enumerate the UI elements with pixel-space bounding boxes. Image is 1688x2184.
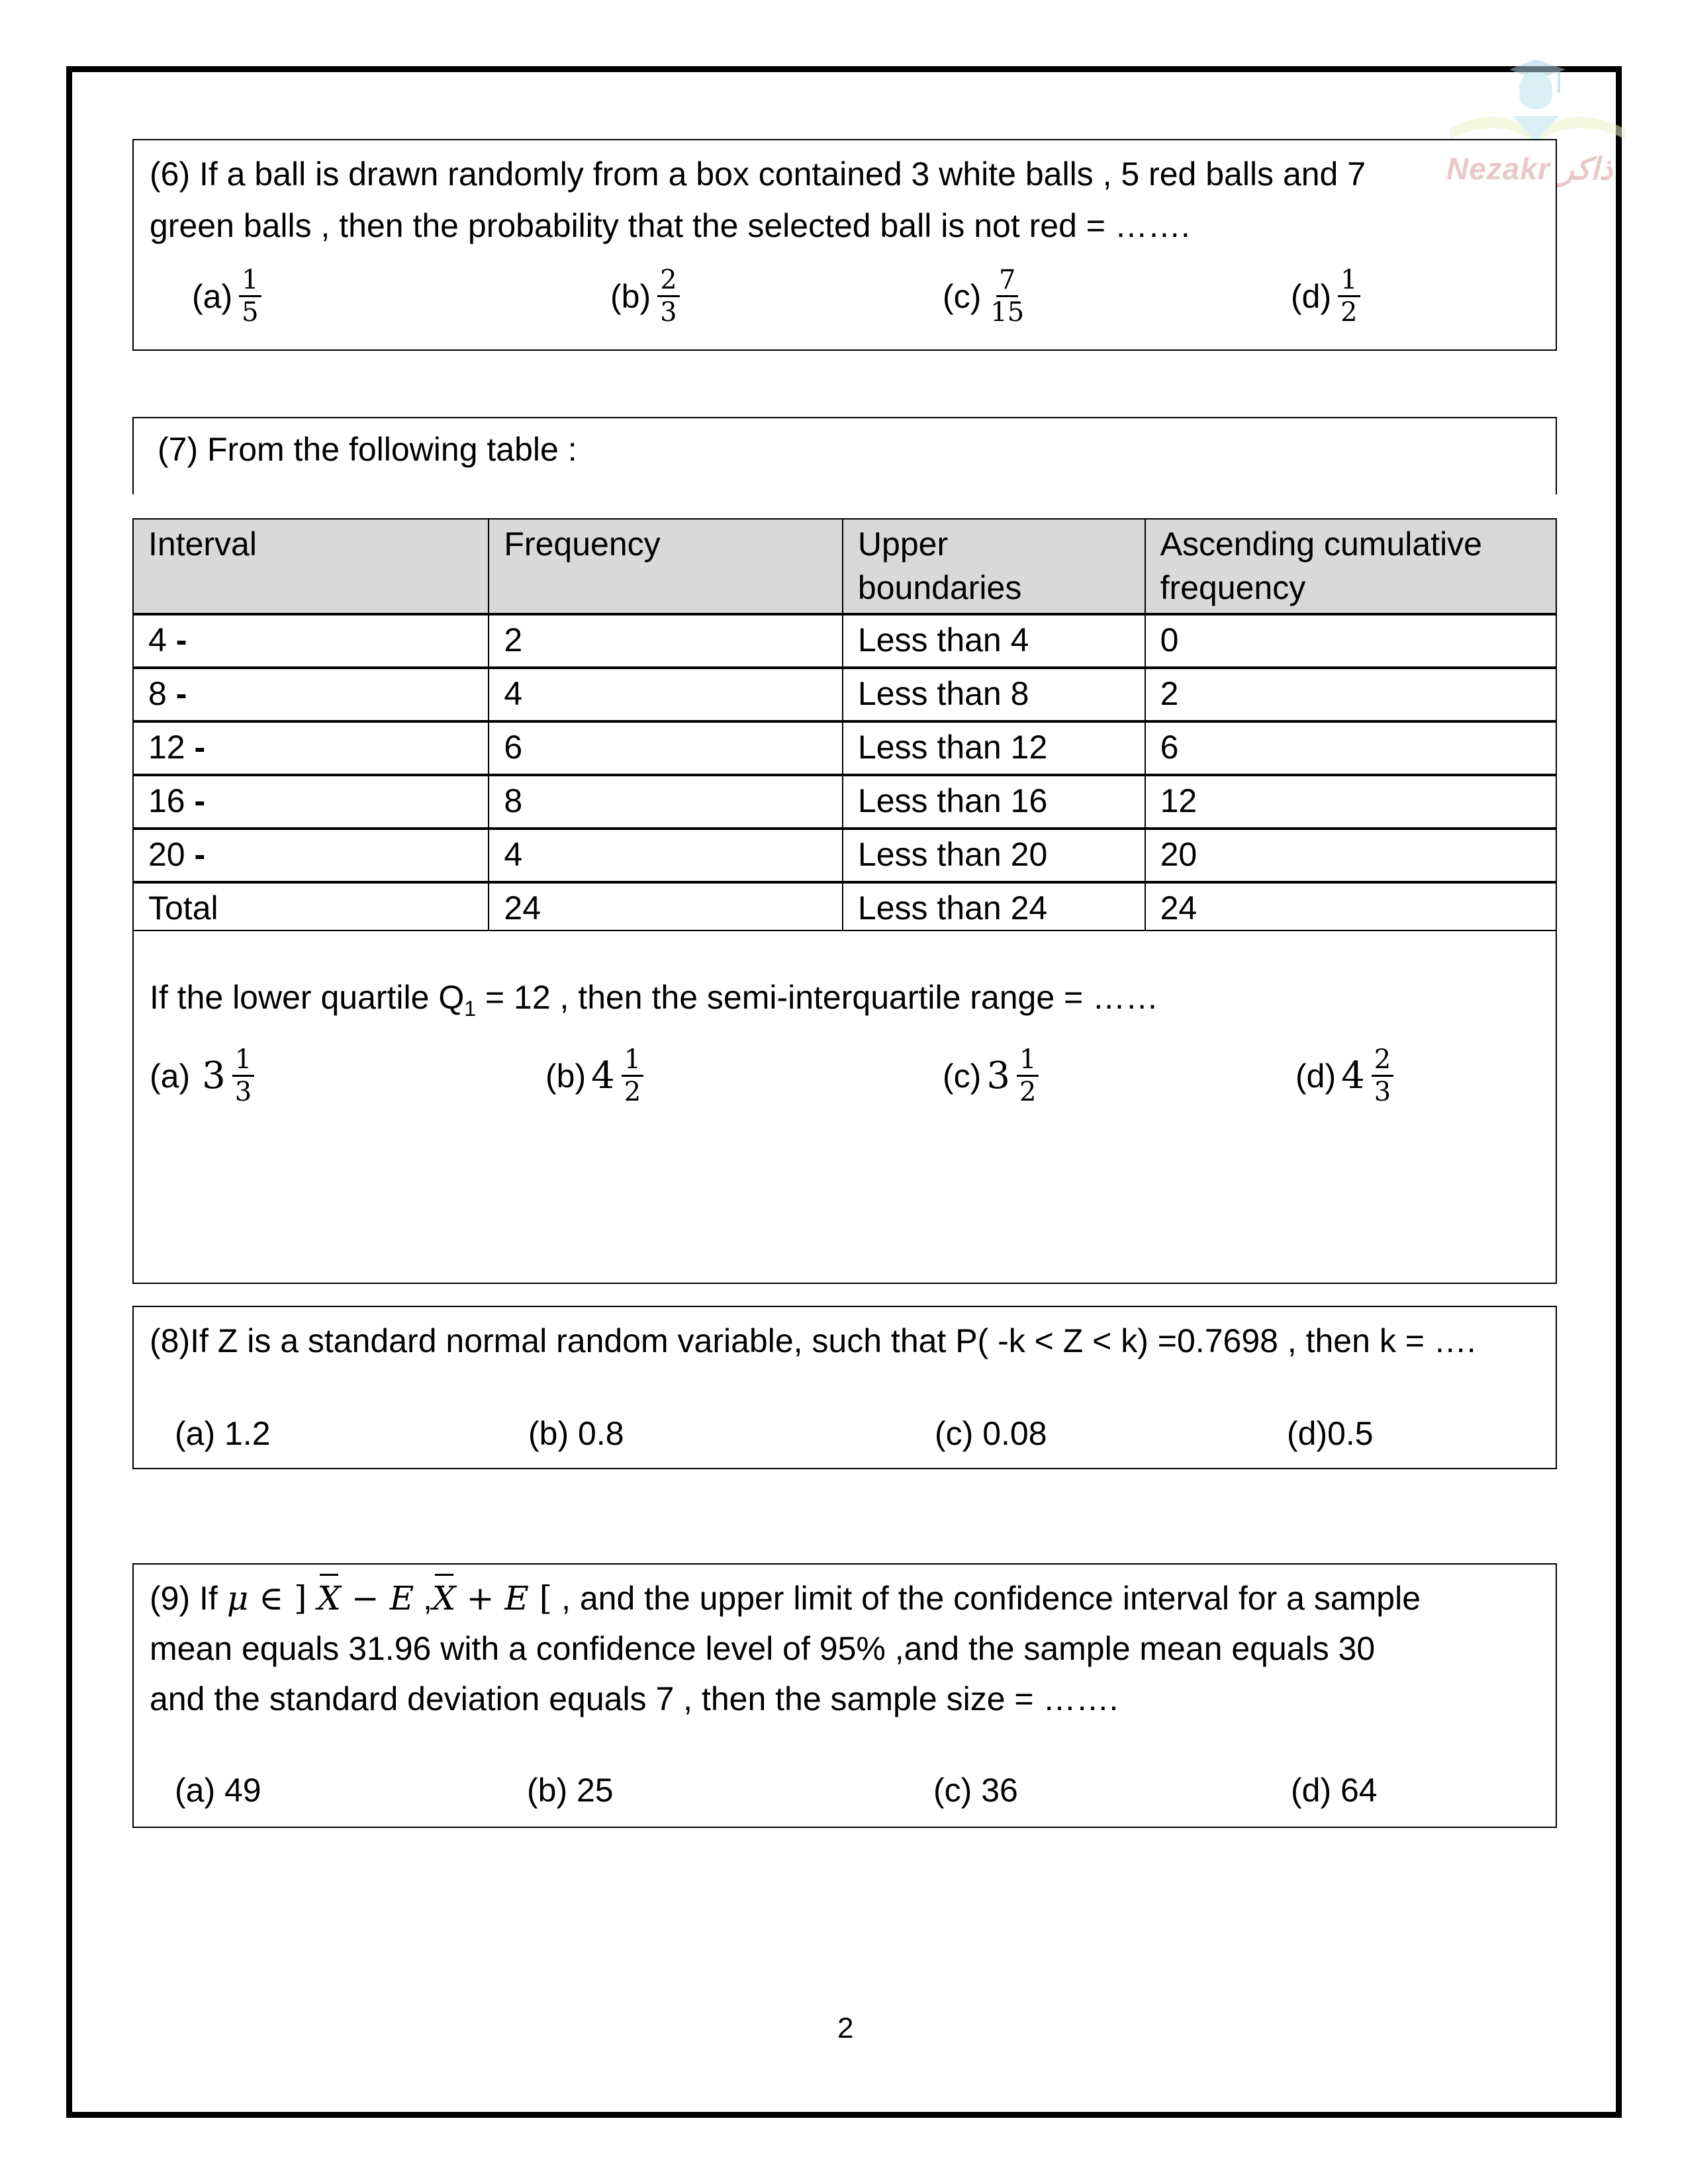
header-ascending-cumulative-frequency: Ascending cumulative frequency [1145,519,1556,614]
question-6-option-a[interactable]: (a) $\frac{1}{5}$ [192,265,261,328]
question-7-option-a[interactable]: (a) 3 $\frac{1}{3}$ [150,1044,254,1107]
table-row-total: Total 24 Less than 24 24 [133,882,1556,931]
table-row: 4 - 2 Less than 4 0 [133,614,1556,668]
question-6-box [132,139,1557,351]
fraction: $\frac{2}{3}$ [1372,1044,1393,1107]
question-9-box [132,1563,1557,1828]
question-8-text: (8)If Z is a standard normal random variable, such that P( -k < Z < k) =0.7698 , then k = …. [150,1322,1476,1359]
question-8-box [132,1306,1557,1469]
question-8-option-a[interactable]: (a) 1.2 [175,1415,271,1452]
table-header-row [133,519,1556,614]
fraction: $\frac{7}{15}$ [990,265,1025,328]
question-7-text: If the lower quartile $Q_1 = 12$ , then the semi-interquartile range = …… [150,979,1159,1021]
page-number: 2 [837,2012,854,2044]
frequency-table [132,518,1557,931]
fraction: $\frac{1}{2}$ [1338,265,1360,328]
question-7-option-b[interactable]: (b) 4 $\frac{1}{2}$ [545,1044,643,1107]
question-7-option-c[interactable]: (c) 3 $\frac{1}{2}$ [943,1044,1039,1107]
x-bar-symbol: X [317,1572,341,1624]
fraction: $\frac{1}{5}$ [239,265,261,328]
table-row: 16 - 8 Less than 16 12 [133,775,1556,829]
question-6-text-line2: green balls , then the probability that the selected ball is not red = ……. [150,207,1190,244]
question-7-intro: (7) From the following table : [158,431,577,468]
question-6-option-b[interactable]: (b) $\frac{2}{3}$ [610,265,680,328]
question-9-text-line2: mean equals 31.96 with a confidence level of 95% ,and the sample mean equals 30 [150,1630,1376,1667]
question-6-text-line1: (6) If a ball is drawn randomly from a box contained 3 white balls , 5 red balls and 7 [150,156,1366,193]
question-7-question-box [132,927,1557,1284]
mu-symbol: μ [226,1579,249,1617]
table-row: 20 - 4 Less than 20 20 [133,829,1556,882]
fraction: $\frac{1}{2}$ [622,1044,643,1107]
fraction: $\frac{1}{2}$ [1017,1044,1039,1107]
question-6-option-c[interactable]: (c) $\frac{7}{15}$ [943,265,1027,328]
question-8-option-b[interactable]: (b) 0.8 [528,1415,624,1452]
question-9-option-b[interactable]: (b) 25 [527,1772,614,1809]
fraction: $\frac{1}{3}$ [232,1044,254,1107]
question-9-option-c[interactable]: (c) 36 [933,1772,1018,1809]
question-8-option-d[interactable]: (d)0.5 [1287,1415,1374,1452]
question-6-option-d[interactable]: (d) $\frac{1}{2}$ [1291,265,1360,328]
header-upper-boundaries: Upper boundaries [843,519,1145,614]
table-row: 12 - 6 Less than 12 6 [133,721,1556,775]
question-9-option-d[interactable]: (d) 64 [1291,1772,1378,1809]
question-9-option-a[interactable]: (a) 49 [175,1772,261,1809]
fraction: $\frac{2}{3}$ [657,265,679,328]
question-9-text-line1: (9) If μ ∈ ] X − E ,X + E [ , and the upper limit of the confidence interval for a sample [150,1572,1421,1624]
table-row: 8 - 4 Less than 8 2 [133,668,1556,721]
header-frequency: Frequency [489,519,843,614]
question-7-header-box [132,417,1557,494]
question-9-text-line3: and the standard deviation equals 7 , then the sample size = ……. [150,1680,1119,1717]
question-8-option-c[interactable]: (c) 0.08 [935,1415,1047,1452]
watermark-text: Nezakr ذاكر [1446,152,1613,186]
question-7-option-d[interactable]: (d) 4 $\frac{2}{3}$ [1295,1044,1393,1107]
x-bar-symbol: X [432,1572,456,1624]
header-interval: Interval [133,519,489,614]
